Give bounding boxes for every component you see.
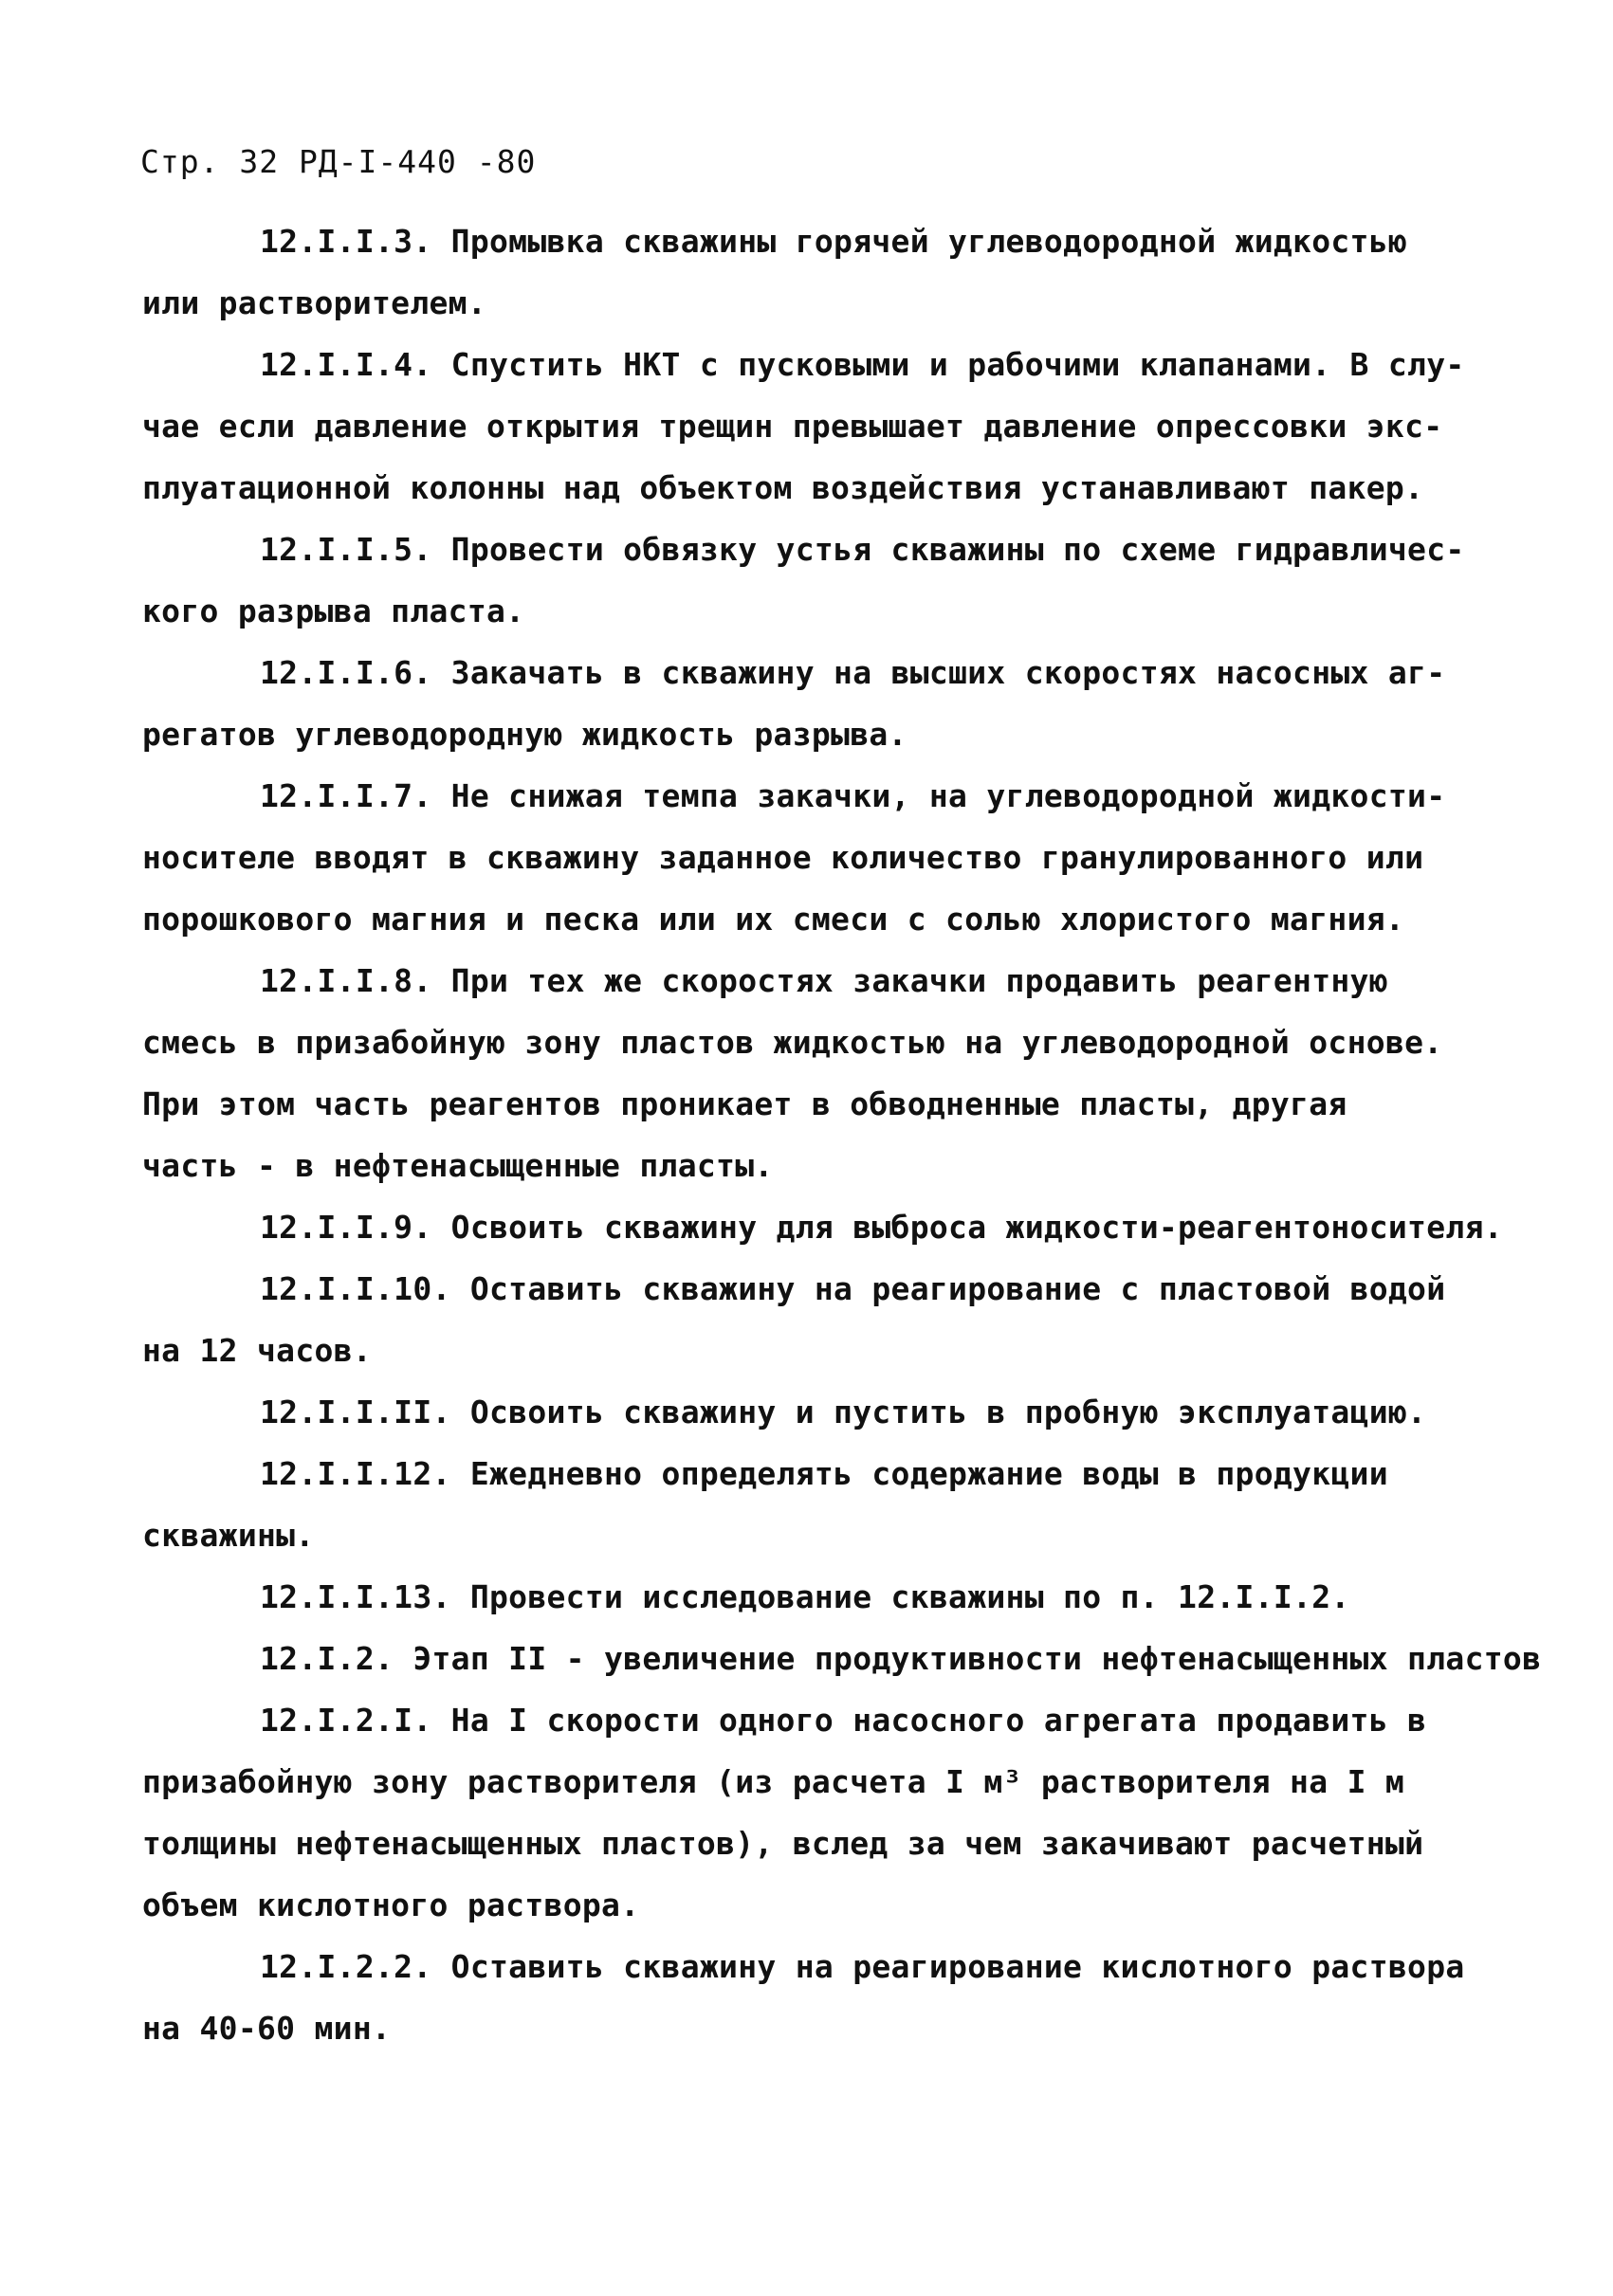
paragraph-line: 12.I.I.12. Ежедневно определять содержание воды в продукции — [260, 1455, 1388, 1492]
paragraph-line: 12.I.I.9. Освоить скважину для выброса жидкости-реагентоносителя. — [260, 1209, 1503, 1246]
paragraph-12-1-1-3 — [142, 210, 1498, 334]
paragraph-12-1-1-7 — [142, 765, 1498, 950]
paragraph-line: или растворителем. — [142, 284, 487, 321]
paragraph-line: 12.I.I.13. Провести исследование скважины по п. 12.I.I.2. — [260, 1578, 1350, 1615]
paragraph-line: 12.I.I.6. Закачать в скважину на высших скоростях насосных аг- — [260, 654, 1446, 691]
paragraph-line: на 40-60 мин. — [142, 2010, 392, 2047]
paragraph-line: 12.I.I.7. Не снижая темпа закачки, на углеводородной жидкости- — [260, 777, 1446, 814]
paragraph-12-1-1-12 — [142, 1443, 1498, 1566]
paragraph-12-1-1-11 — [142, 1381, 1498, 1443]
paragraph-line: скважины. — [142, 1517, 315, 1554]
paragraph-line: на 12 часов. — [142, 1332, 373, 1369]
paragraph-line: 12.I.I.10. Оставить скважину на реагирование с пластовой водой — [260, 1270, 1446, 1307]
page-header: Стр. 32 РД-I-440 -80 — [140, 143, 537, 180]
paragraph-12-1-2-2 — [142, 1936, 1498, 2059]
paragraph-line: 12.I.I.II. Освоить скважину и пустить в пробную эксплуатацию. — [260, 1394, 1427, 1430]
paragraph-12-1-1-4 — [142, 334, 1498, 519]
paragraph-line: 12.I.2. Этап II - увеличение продуктивности нефтенасыщенных пластов — [260, 1640, 1542, 1677]
paragraph-line: При этом часть реагентов проникает в обводненные пласты, другая — [142, 1085, 1347, 1122]
paragraph-12-1-1-5 — [142, 519, 1498, 642]
paragraph-line: призабойную зону растворителя (из расчета I м³ растворителя на I м — [142, 1763, 1405, 1800]
paragraph-line: часть - в нефтенасыщенные пласты. — [142, 1147, 774, 1184]
paragraph-12-1-1-6 — [142, 642, 1498, 765]
paragraph-line: толщины нефтенасыщенных пластов), вслед за чем закачивают расчетный — [142, 1825, 1424, 1862]
paragraph-line: 12.I.I.4. Спустить НКТ с пусковыми и рабочими клапанами. В слу- — [260, 346, 1465, 383]
paragraph-12-1-1-10 — [142, 1258, 1498, 1381]
paragraph-line: 12.I.I.3. Промывка скважины горячей углеводородной жидкостью — [260, 223, 1408, 260]
paragraph-12-1-1-13 — [142, 1566, 1498, 1628]
paragraph-line: 12.I.I.8. При тех же скоростях закачки продавить реагентную — [260, 962, 1388, 999]
section-heading-12-1-2 — [142, 1628, 1542, 1689]
paragraph-line: кого разрыва пласта. — [142, 592, 525, 629]
paragraph-12-1-1-9 — [142, 1196, 1503, 1258]
paragraph-line: регатов углеводородную жидкость разрыва. — [142, 716, 907, 753]
paragraph-line: смесь в призабойную зону пластов жидкостью на углеводородной основе. — [142, 1024, 1443, 1061]
paragraph-line: носителе вводят в скважину заданное количество гранулированного или — [142, 839, 1424, 876]
paragraph-12-1-2-1 — [142, 1689, 1498, 1936]
paragraph-line: 12.I.2.2. Оставить скважину на реагирование кислотного раствора — [260, 1948, 1465, 1985]
paragraph-12-1-1-8 — [142, 950, 1498, 1196]
paragraph-line: 12.I.I.5. Провести обвязку устья скважины по схеме гидравличес- — [260, 531, 1465, 568]
document-body — [142, 210, 1542, 2059]
paragraph-line: объем кислотного раствора. — [142, 1886, 640, 1923]
paragraph-line: 12.I.2.I. На I скорости одного насосного агрегата продавить в — [260, 1702, 1427, 1739]
paragraph-line: плуатационной колонны над объектом воздействия устанавливают пакер. — [142, 469, 1424, 506]
paragraph-line: чае если давление открытия трещин превышает давление опрессовки экс- — [142, 408, 1443, 445]
paragraph-line: порошкового магния и песка или их смеси с солью хлористого магния. — [142, 901, 1405, 938]
